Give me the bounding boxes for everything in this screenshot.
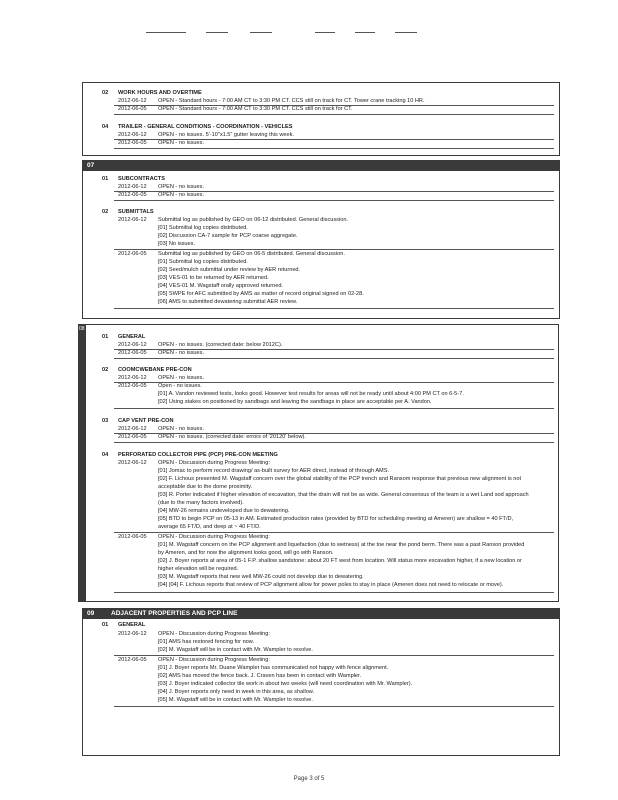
entry-line: (due to the many factors involved). (158, 500, 244, 506)
entry-line: [04] MW-26 remains undeveloped due to dewatering. (158, 508, 290, 514)
entry-date: 2012-06-05 (118, 350, 147, 356)
entry-line: [05] M. Wagstaff will be in contact with Mr. Wampler to resolve. (158, 697, 313, 703)
entry-date: 2012-06-05 (118, 657, 147, 663)
entry-line: [01] AMS has restored fencing for now. (158, 639, 255, 645)
entry-line: [04] VES-01 M. Wagstaff orally approved returned. (158, 283, 283, 289)
entry-date: 2012-06-05 (118, 534, 147, 540)
item-title: WORK HOURS AND OVERTIME (118, 90, 202, 96)
entry-line: [06] AMS to submitted dewatering submittal AER review. (158, 299, 298, 305)
section-header-bar (83, 161, 559, 171)
item-number: 02 (102, 209, 109, 215)
entry-line: [02] Seed/mulch submittal under review by AER returned. (158, 267, 301, 273)
entry-line: [03] No issues. (158, 241, 195, 247)
entry-date: 2012-06-12 (118, 184, 147, 190)
entry-text: OPEN - no issues. (158, 140, 205, 146)
entry-date: 2012-06-12 (118, 132, 147, 138)
item-title: SUBMITTALS (118, 209, 154, 215)
entry-text: OPEN - no issues. (corrected date: errors of '20120' below). (158, 434, 306, 440)
entry-line: [02] F. Lichous presented M. Wagstaff concern over the global stability of the PCP trench and Ransom response that previous new alignment is not (158, 476, 522, 482)
entry-date: 2012-06-12 (118, 426, 147, 432)
item-number: 02 (102, 367, 109, 373)
page-footer: Page 3 of 5 (293, 776, 325, 782)
entry-line: [05] BTD to begin PCP on 05-13 in AM. Estimated production rates (provided by BTD for scheduling meeting at Ameren) are shallow = 40 FT/D, (158, 516, 514, 522)
entry-line: Submittal log as published by GEO on 06-12 distributed. General discussion. (158, 217, 348, 223)
entry-line: Submittal log as published by GEO on 06-5 distributed. General discussion. (158, 251, 345, 257)
entry-line: [03] R. Porter indicated if higher elevation of excavation, that the drain will not be as wide. General consensus of the team is a wet Land sod approach (158, 492, 529, 498)
entry-line: [01] J. Boyer reports Mr. Duane Wampler has communicated not happy with fence alignment. (158, 665, 389, 671)
entry-date: 2012-06-05 (118, 251, 147, 257)
row-rule (114, 655, 554, 656)
row-rule (114, 148, 554, 149)
header-rule (206, 32, 228, 33)
entry-text: OPEN - no issues. (158, 375, 205, 381)
item-number: 03 (102, 418, 109, 424)
entry-line: OPEN - Discussion during Progress Meeting: (158, 631, 270, 637)
entry-line: OPEN - Discussion during Progress Meeting: (158, 657, 270, 663)
entry-date: 2012-06-12 (118, 375, 147, 381)
entry-date: 2012-06-12 (118, 631, 147, 637)
section-number: 08 (79, 326, 85, 332)
section-header-bar (83, 609, 559, 619)
header-rule (315, 32, 335, 33)
entry-line: [05] SWPE for AFC submitted by AMS as matter of record original signed on 02-28. (158, 291, 364, 297)
item-title: TRAILER - GENERAL CONDITIONS - COORDINATION - VEHICLES (118, 124, 293, 130)
entry-line: [01] A. Vandon reviewed tests, looks good. However test results for areas will not be ready until about 4:00 PM CT on 6-5-7. (158, 391, 464, 397)
item-number: 02 (102, 90, 109, 96)
row-rule (114, 532, 554, 533)
entry-line: acceptable due to the dome proximity. (158, 484, 253, 490)
item-number: 01 (102, 176, 109, 182)
entry-text: OPEN - no issues. (158, 350, 205, 356)
entry-line: higher elevation will be required. (158, 566, 239, 572)
entry-text: OPEN - no issues. (corrected date: below 2012C). (158, 342, 283, 348)
row-rule (114, 592, 554, 593)
entry-date: 2012-06-12 (118, 342, 147, 348)
entry-line: Open - no issues. (158, 383, 202, 389)
entry-line: [02] M. Wagstaff will be in contact with Mr. Wampler to resolve. (158, 647, 313, 653)
entry-line: [01] Jomac to perform record drawing/ as-built survey for AER direct, instead of through AMS. (158, 468, 390, 474)
entry-date: 2012-06-12 (118, 98, 147, 104)
item-title: SUBCONTRACTS (118, 176, 165, 182)
row-rule (114, 358, 554, 359)
row-rule (114, 114, 554, 115)
entry-line: [04] J. Boyer reports only need in week in this area, as shallow. (158, 689, 315, 695)
header-rule (146, 32, 186, 33)
header-rule (355, 32, 375, 33)
entry-line: [02] Discussion CA-7 sample for PCP coarse aggregate. (158, 233, 298, 239)
section-title: ADJACENT PROPERTIES AND PCP LINE (111, 610, 238, 617)
row-rule (114, 249, 554, 250)
entry-text: OPEN - no issues. (158, 192, 205, 198)
entry-line: OPEN - Discussion during Progress Meeting: (158, 534, 270, 540)
section-number: 09 (87, 610, 95, 617)
item-number: 01 (102, 334, 109, 340)
entry-line: [01] M. Wagstaff concern on the PCP alignment and liquefaction (due to wetness) at the toe near the pond berm. There was a past Ranson provided (158, 542, 525, 548)
item-title: CAP VENT PRE-CON (118, 418, 174, 424)
item-title: COOMCWEBANE PRE-CON (118, 367, 192, 373)
item-number: 01 (102, 622, 109, 628)
item-number: 04 (102, 452, 109, 458)
row-rule (114, 408, 554, 409)
row-rule (114, 442, 554, 443)
entry-date: 2012-06-12 (118, 460, 147, 466)
header-rule (395, 32, 417, 33)
section-number: 07 (87, 162, 95, 169)
header-rule (250, 32, 272, 33)
entry-line: [03] J. Boyer indicated collector tile work in about two weeks (will need coordination with Mr. Wampler). (158, 681, 413, 687)
entry-text: OPEN - no issues. (158, 184, 205, 190)
entry-line: [02] J. Boyer reports at area of 05-1 F.P. shallow sandstone: about 20 FT west from location. Will status more excavation higher, if a new location or (158, 558, 522, 564)
entry-line: by Ameren, and for now the alignment looks good, will go with Ranson. (158, 550, 334, 556)
entry-text: OPEN - no issues. 5'-10"x1.5" gutter leaving this week. (158, 132, 294, 138)
entry-text: OPEN - Standard hours - 7:00 AM CT to 3:30 PM CT. CCS still on track for CT. (158, 106, 353, 112)
entry-line: [02] AMS has moved the fence back. J. Craven has been in contact with Wampler. (158, 673, 362, 679)
entry-line: [04] [04] F. Lichous reports that review of PCP alignment allow for power poles to stay in place (Ameren does not need to relocate or move). (158, 582, 504, 588)
entry-date: 2012-06-12 (118, 217, 147, 223)
row-rule (114, 200, 554, 201)
entry-line: OPEN - Discussion during Progress Meeting: (158, 460, 270, 466)
entry-line: [02] Using stakes on positioned by sandbags and leaving the sandbags in place are acceptable per A. Vandon. (158, 399, 432, 405)
entry-date: 2012-06-05 (118, 140, 147, 146)
entry-line: average 65 FT/D, and deep at ~ 40 FT/D. (158, 524, 261, 530)
item-title: GENERAL (118, 334, 146, 340)
entry-text: OPEN - Standard hours - 7:00 AM CT to 3:30 PM CT. CCS still on track for CT. Tower crane tracking 10 HR. (158, 98, 425, 104)
entry-text: OPEN - no issues. (158, 426, 205, 432)
entry-date: 2012-06-05 (118, 106, 147, 112)
row-rule (114, 706, 554, 707)
entry-date: 2012-06-05 (118, 383, 147, 389)
item-title: GENERAL (118, 622, 146, 628)
item-number: 04 (102, 124, 109, 130)
entry-line: [01] Submittal log copies distributed. (158, 259, 248, 265)
entry-line: [01] Submittal log copies distributed. (158, 225, 248, 231)
entry-line: [03] VES-01 to be returned by AER returned. (158, 275, 269, 281)
row-rule (114, 308, 554, 309)
entry-line: [03] M. Wagstaff reports that new well MW-26 could not develop due to dewatering. (158, 574, 364, 580)
entry-date: 2012-06-05 (118, 192, 147, 198)
item-title: PERFORATED COLLECTOR PIPE (PCP) PRE-CON MEETING (118, 452, 278, 458)
entry-date: 2012-06-05 (118, 434, 147, 440)
